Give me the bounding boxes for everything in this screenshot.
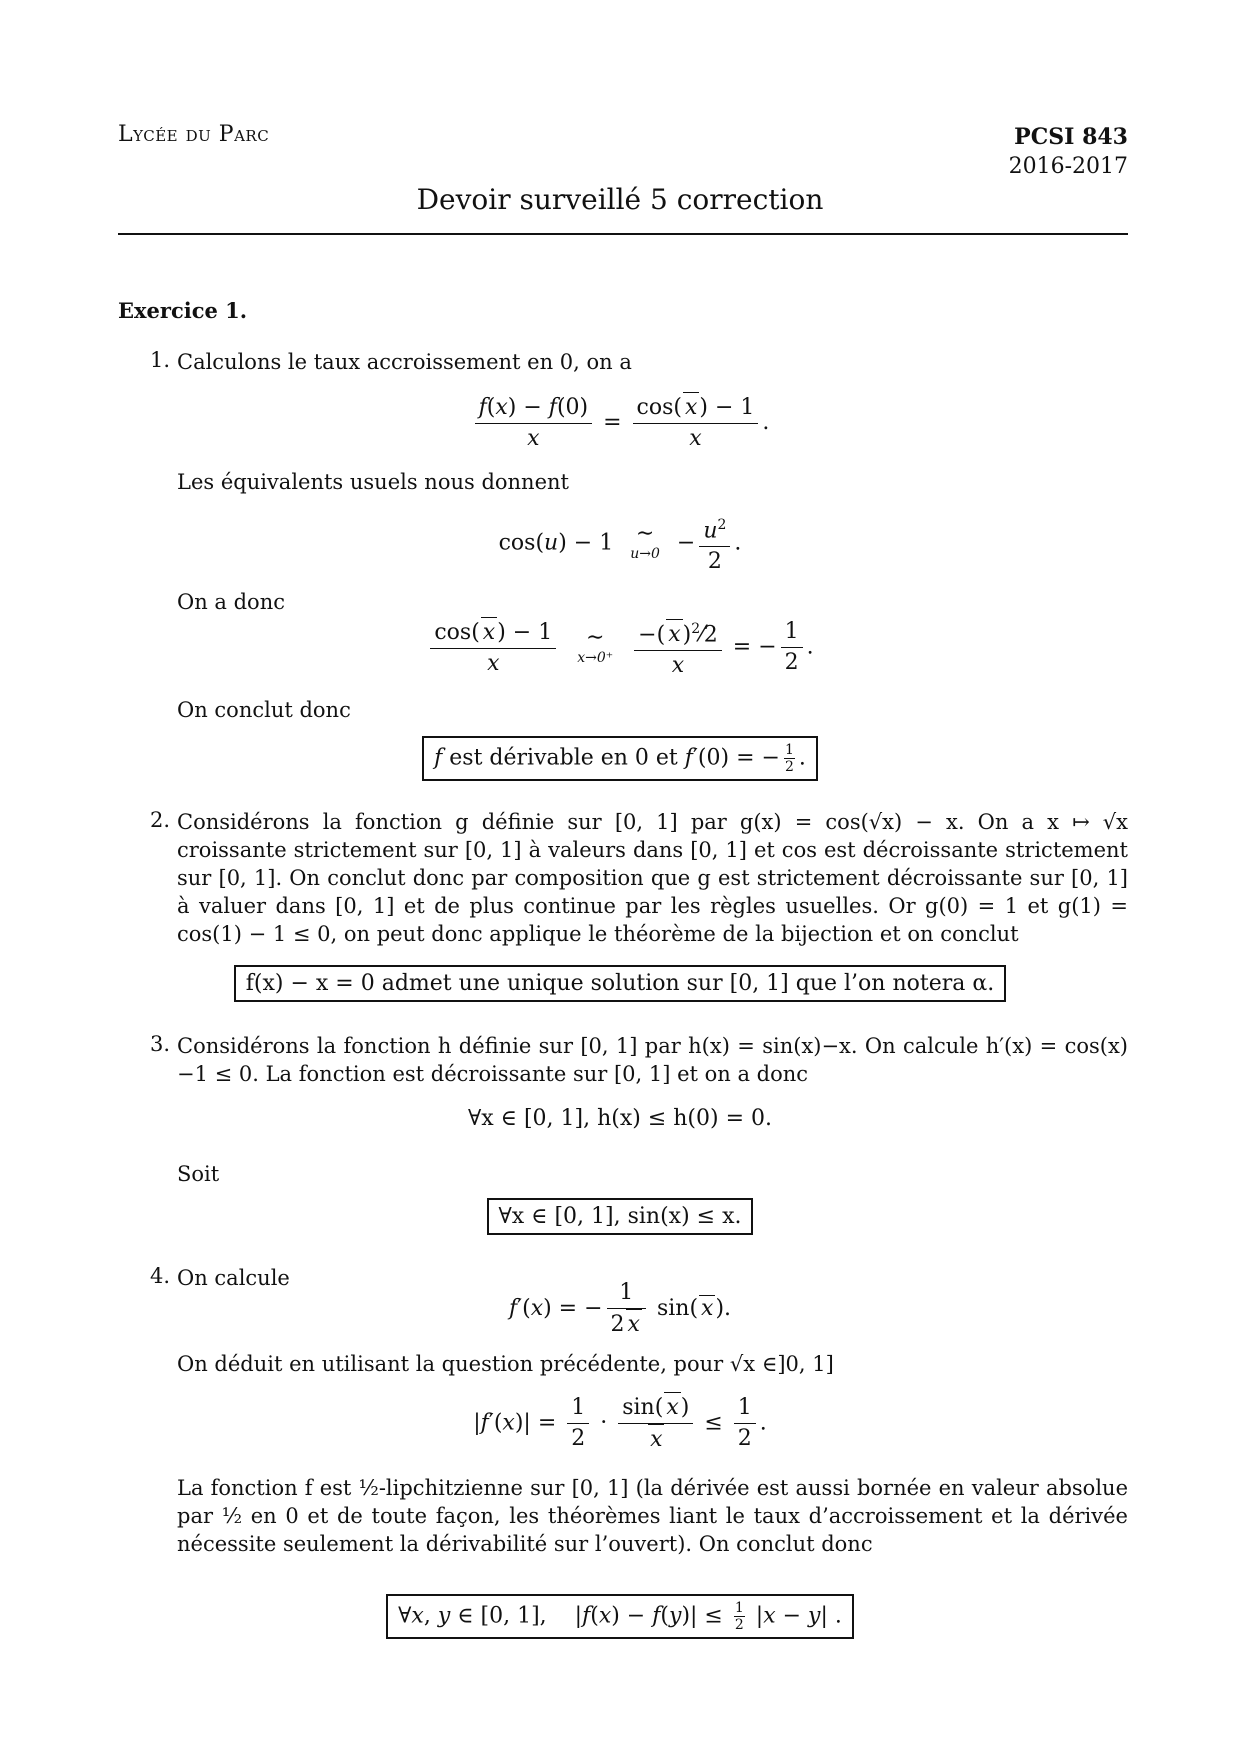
school-year: 2016-2017 — [1008, 154, 1128, 179]
equation-bound: |f′(x)| = $\frac{1}{2}$ · $\frac{\sin( x)}{x}$ ≤ $\frac{1}{2}$ . — [0, 1392, 1240, 1455]
boxed-result-3: ∀x ∈ [0, 1], sin(x) ≤ x. — [0, 1198, 1240, 1235]
item-2-text: Considérons la fonction g définie sur [0, 1] par g(x) = cos(√x) − x. On a x ↦ √x croissante strictement sur [0, 1] à valeurs dans [0, 1] et cos est décroissante strictement sur [0, 1]. On conclut donc par composition que g est strictement décroissante sur [0, 1] à valuer dans [0, 1] et de plus continue par les règles usuelles. Or g(0) = 1 et g(1) = cos(1) − 1 ≤ 0, on peut donc applique le théorème de la bijection et on conclut — [177, 810, 1128, 946]
school-name: Lycée du Parc — [118, 122, 270, 147]
equation-derivative: f′(x) = − $\frac{1}{2 x}$ sin( x). — [0, 1278, 1240, 1340]
equation-h: ∀x ∈ [0, 1], h(x) ≤ h(0) = 0. — [468, 1106, 772, 1131]
boxed-result-1: f est dérivable en 0 et f′(0) = − $\frac{1}{2}$ . — [0, 736, 1240, 781]
header-right — [1009, 122, 1128, 182]
boxed-result-2: f(x) − x = 0 admet une unique solution sur [0, 1] que l’on notera α. — [0, 965, 1240, 1002]
item-number: 1. — [150, 348, 171, 372]
item-3-text: Considérons la fonction h définie sur [0, 1] par h(x) = sin(x)−x. On calcule h′(x) = cos(x)−1 ≤ 0. La fonction est décroissante sur [0, 1] et on a donc — [177, 1034, 1128, 1086]
equation-rate: $\frac{f(x) - f(0)}{x}$ = $\frac{\cos( x) - 1}{x}$ . — [0, 392, 1240, 454]
exercise-heading: Exercice 1. — [118, 298, 248, 323]
page-title: Devoir surveillé 5 correction — [416, 183, 824, 216]
item-4-intro: On calcule — [177, 1266, 290, 1290]
class-name: PCSI 843 — [1014, 124, 1128, 150]
equation-limit: $\frac{\cos( x) - 1}{x}$ ∼ x→0⁺ $\frac{-( x)^2⁄2}{x}$ = − $\frac{1}{2}$ . — [0, 614, 1240, 681]
boxed-result-4: ∀x, y ∈ [0, 1], |f(x) − f(y)| ≤ $\frac{1}{2}$ |x − y| . — [0, 1594, 1240, 1639]
title-rule — [118, 233, 1128, 235]
equation-equivalent: cos(u) − 1 ∼ u→0 − $\frac{u^2}{2}$ . — [0, 510, 1240, 577]
item-1-intro: Calculons le taux accroissement en 0, on a — [177, 350, 632, 374]
document-page: Lycée du Parc PCSI 843 2016-2017 Devoir surveillé 5 correction Exercice 1. 1. Calculons le taux accroissement en 0, on a $\frac{f(x) - f(0)}{x}$ = $\frac{\cos( x) - 1}{x}$ . Les équivalents usuels nous donnent cos(u) − 1 ∼ u→0 − $\frac{u^2}{2}$ . On a donc $\frac{\cos( x) - 1}{x}$ ∼ x→0⁺ $\frac{-( x)^2⁄2}{x}$ = − $\frac{1}{2}$ . On conclut donc f est dérivable en 0 et f′(0) = − $\frac{1}{2}$ . 2. Considérons la fonction g définie sur [0, 1] par g(x) = cos(√x) − x. On a x ↦ √x croissante strictement sur [0, 1] à valeurs dans [0, 1] et cos est décroissante strictement sur [0, 1]. On conclut donc par composition que g est strictement décroissante sur [0, 1] à valuer dans [0, 1] et de plus continue par les règles usuelles. Or g(0) = 1 et g(1) = cos(1) − 1 ≤ 0, on peut donc applique le théorème de la bijection et on conclut f(x) − x = 0 admet une unique solution sur [0, 1] que l’on notera α. 3. Considérons la fonction h définie sur [0, 1] par h(x) = sin(x)−x. On calcule h′(x) = cos(x)−1 ≤ 0. La fonction est décroissante sur [0, 1] et on a donc ∀x ∈ [0, 1], h(x) ≤ h(0) = 0. Soit ∀x ∈ [0, 1], sin(x) ≤ x. 4. On calcule f′(x) = − $\frac{1}{2 x}$ sin( x). On déduit en utilisant la question précédente, pour √x ∈]0, 1] |f′(x)| = $\frac{1}{2}$ · $\frac{\sin( x)}{x}$ ≤ $\frac{1}{2}$ . La fonction f est ½-lipchitzienne sur [0, 1] (la dérivée est aussi bornée en valeur absolue par ½ en 0 et de toute façon, les théorèmes liant le taux d’accroissement et la dérivée nécessite seulement la dérivabilité sur l’ouvert). On conclut donc ∀x, y ∈ [0, 1], |f(x) − f(y)| ≤ $\frac{1}{2}$ |x − y| . — [0, 0, 1240, 1754]
